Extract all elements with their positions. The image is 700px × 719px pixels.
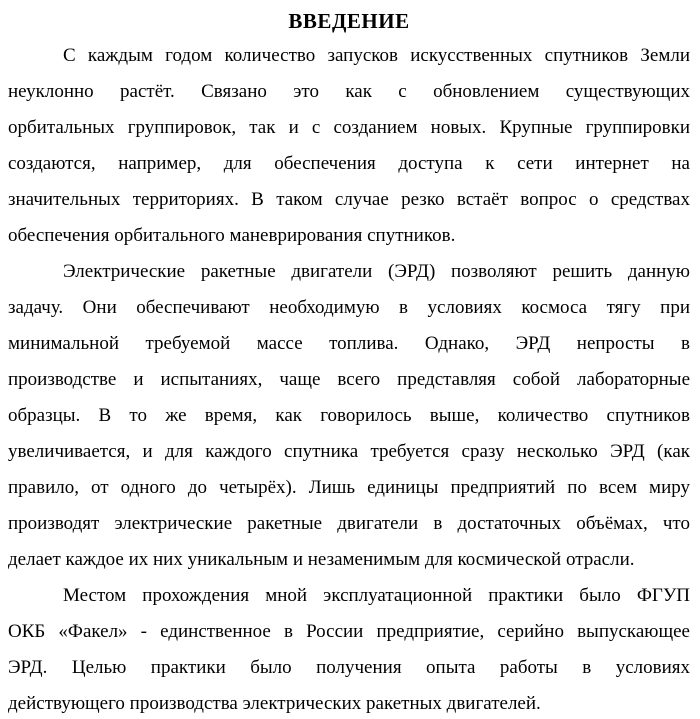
text-line-text: С каждым годом количество запусков искусственных спутников Земли [63,45,690,66]
text-line-text: увеличивается, и для каждого спутника требуется сразу несколько ЭРД (как [8,441,690,462]
text-line [8,434,690,470]
text-line-text: создаются, например, для обеспечения доступа к сети интернет на [8,153,690,174]
text-line [8,542,690,578]
text-line [8,146,690,182]
text-line [8,650,690,686]
text-line-text: значительных территориях. В таком случае резко встаёт вопрос о средствах [8,189,690,210]
text-line [8,578,690,614]
text-line [8,182,690,218]
text-line [8,686,690,719]
text-line [8,110,690,146]
text-line-text: правило, от одного до четырёх). Лишь единицы предприятий по всем миру [8,477,690,498]
text-line [8,38,690,74]
text-line-text: Электрические ракетные двигатели (ЭРД) позволяют решить данную [63,261,690,282]
text-line-text: действующего производства электрических ракетных двигателей. [8,693,541,714]
document-body [8,38,690,719]
text-line-text: неуклонно растёт. Связано это как с обновлением существующих [8,81,690,102]
text-line-text: производстве и испытаниях, чаще всего представляя собой лабораторные [8,369,690,390]
text-line-text: ЭРД. Целью практики было получения опыта работы в условиях [8,657,690,678]
text-line [8,470,690,506]
text-line [8,218,690,254]
text-line-text: образцы. В то же время, как говорилось выше, количество спутников [8,405,690,426]
paragraph-3 [8,578,690,719]
text-line [8,506,690,542]
text-line-text: обеспечения орбитального маневрирования спутников. [8,225,456,246]
text-line [8,254,690,290]
text-line-text: минимальной требуемой массе топлива. Однако, ЭРД непросты в [8,333,690,354]
paragraph-1 [8,38,690,254]
text-line-text: ОКБ «Факел» - единственное в России предприятие, серийно выпускающее [8,621,690,642]
text-line-text: Местом прохождения мной эксплуатационной практики было ФГУП [63,585,690,606]
text-line [8,326,690,362]
paragraph-2 [8,254,690,578]
text-line-text: производят электрические ракетные двигатели в достаточных объёмах, что [8,513,690,534]
text-line [8,398,690,434]
text-line [8,362,690,398]
text-line [8,614,690,650]
text-line-text: орбитальных группировок, так и с созданием новых. Крупные группировки [8,117,690,138]
text-line-text: задачу. Они обеспечивают необходимую в условиях космоса тягу при [8,297,690,318]
text-line-text: делает каждое их них уникальным и незаменимым для космической отрасли. [8,549,635,570]
document-title: ВВЕДЕНИЕ [288,9,410,33]
text-line [8,290,690,326]
text-line [8,74,690,110]
